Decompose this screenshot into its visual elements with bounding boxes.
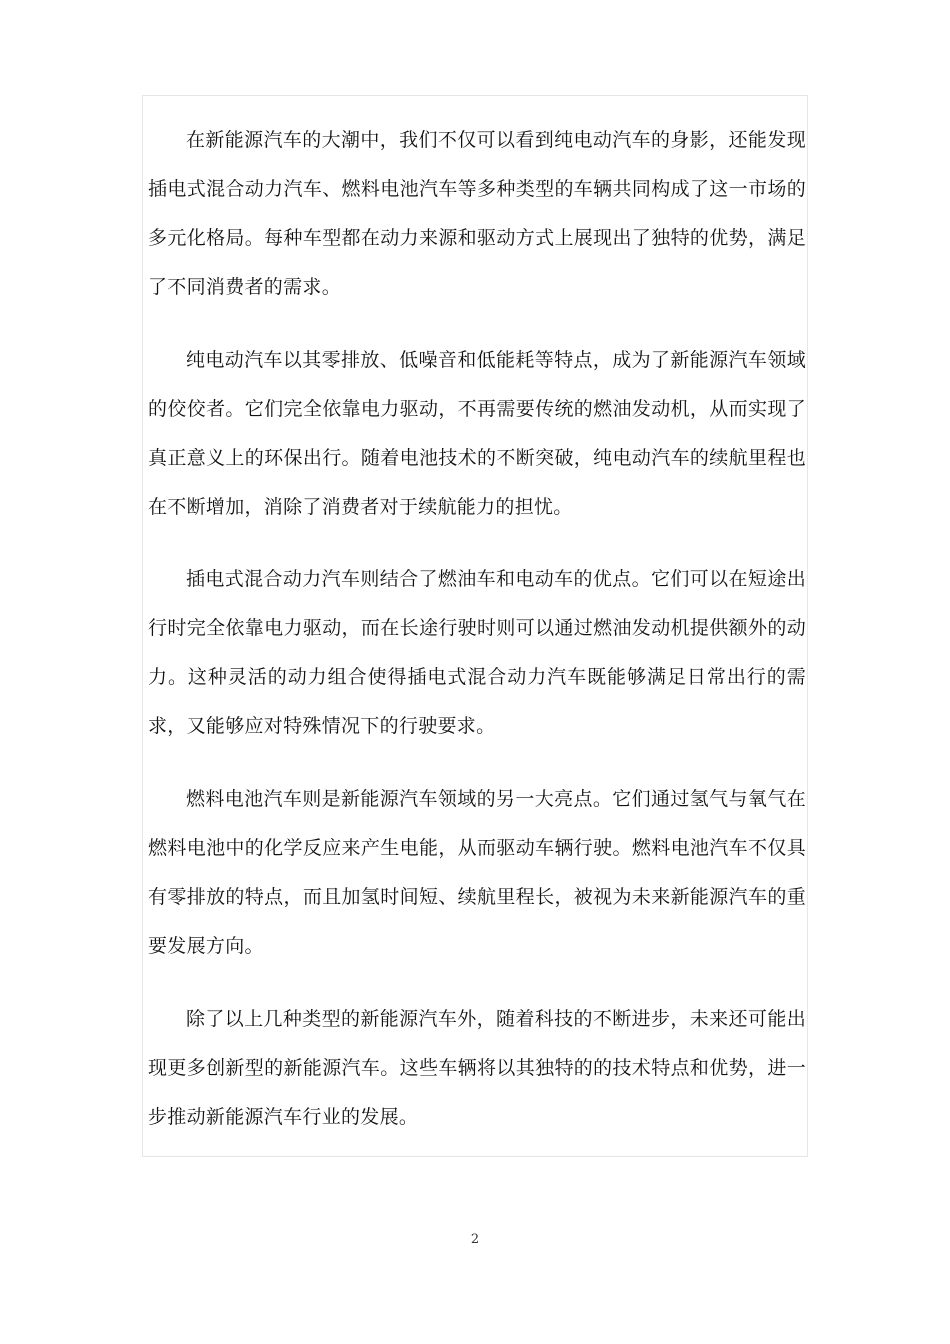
paragraph-plug-in-hybrid-vehicles: 插电式混合动力汽车则结合了燃油车和电动车的优点。它们可以在短途出行时完全依靠电力驱动，而在长途行驶时则可以通过燃油发动机提供额外的动力。这种灵活的动力组合使得插电式混合动力汽车既能够满足日常出行的需求，又能够应对特殊情况下的行驶要求。 xyxy=(148,568,806,737)
paragraph-hybrid-market-overview: 在新能源汽车的大潮中，我们不仅可以看到纯电动汽车的身影，还能发现插电式混合动力汽车、燃料电池汽车等多种类型的车辆共同构成了这一市场的多元化格局。每种车型都在动力来源和驱动方式上展现出了独特的优势，满足了不同消费者的需求。 xyxy=(148,129,806,298)
paragraph-pure-electric-vehicles: 纯电动汽车以其零排放、低噪音和低能耗等特点，成为了新能源汽车领域的佼佼者。它们完全依靠电力驱动，不再需要传统的燃油发动机，从而实现了真正意义上的环保出行。随着电池技术的不断突破，纯电动汽车的续航里程也在不断增加，消除了消费者对于续航能力的担忧。 xyxy=(148,349,806,518)
text-frame xyxy=(142,95,808,1157)
page-number: 2 xyxy=(470,1232,480,1247)
paragraph-fuel-cell-vehicles: 燃料电池汽车则是新能源汽车领域的另一大亮点。它们通过氢气与氧气在燃料电池中的化学反应来产生电能，从而驱动车辆行驶。燃料电池汽车不仅具有零排放的特点，而且加氢时间短、续航里程长，被视为未来新能源汽车的重要发展方向。 xyxy=(148,788,806,957)
paragraph-future-new-energy-vehicles: 除了以上几种类型的新能源汽车外，随着科技的不断进步，未来还可能出现更多创新型的新能源汽车。这些车辆将以其独特的的技术特点和优势，进一步推动新能源汽车行业的发展。 xyxy=(148,1008,806,1128)
